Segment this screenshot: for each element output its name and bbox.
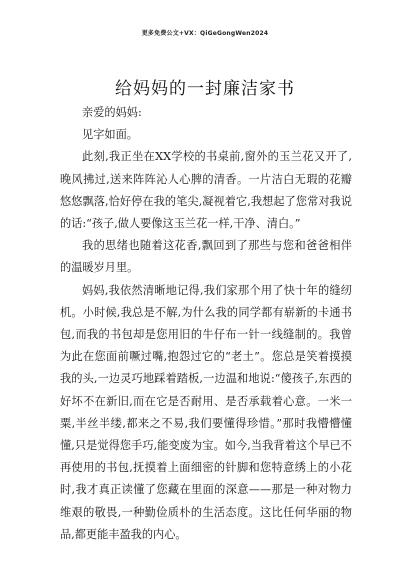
salutation: 亲爱的妈妈: [82,106,142,119]
paragraph-1: 此刻,我正坐在XX学校的书桌前,窗外的玉兰花又开了,晚风拂过,送来阵阵沁人心脾的清香。一片洁白无瑕的花瓣悠悠飘落,恰好停在我的笔尖,凝视着它,我想起了您常对我说的话:“孩子,做人要像这玉兰花一样,干净、清白。” [60,150,352,231]
greeting: 见字如面。 [82,128,138,142]
letter-title: 给妈妈的一封廉洁家书 [115,79,295,99]
paragraph-2: 我的思绪也随着这花香,飘回到了那些与您和爸爸相伴的温暖岁月里。 [60,239,352,275]
header-note: 更多免费公文+VX：QiGeGongWen2024 [141,30,269,37]
letter-body [60,102,352,546]
paragraph-3: 妈妈,我依然清晰地记得,我们家那个用了快十年的缝纫机。小时候,我总是不解,为什么我的同学都有崭新的卡通书包,而我的书包却是您用旧的牛仔布一针一线缝制的。我曾为此在您面前噘过嘴,抱怨过它的“老土”。您总是笑着摸摸我的头,一边灵巧地踩着踏板,一边温和地说:“傻孩子,东西的好坏不在新旧,而在它是否耐用、是否承载着心意。一米一粟,半丝半缕,都来之不易,我们要懂得珍惜。”那时我懵懵懂懂,只是觉得您手巧,能变废为宝。如今,当我背着这个早已不再使用的书包,抚摸着上面细密的针脚和您特意绣上的小花时,我才真正读懂了您藏在里面的深意——那是一种对物力维艰的敬畏,一种勤俭质朴的生活态度。这比任何华丽的物品,都更能丰盈我的内心。 [60,283,352,541]
